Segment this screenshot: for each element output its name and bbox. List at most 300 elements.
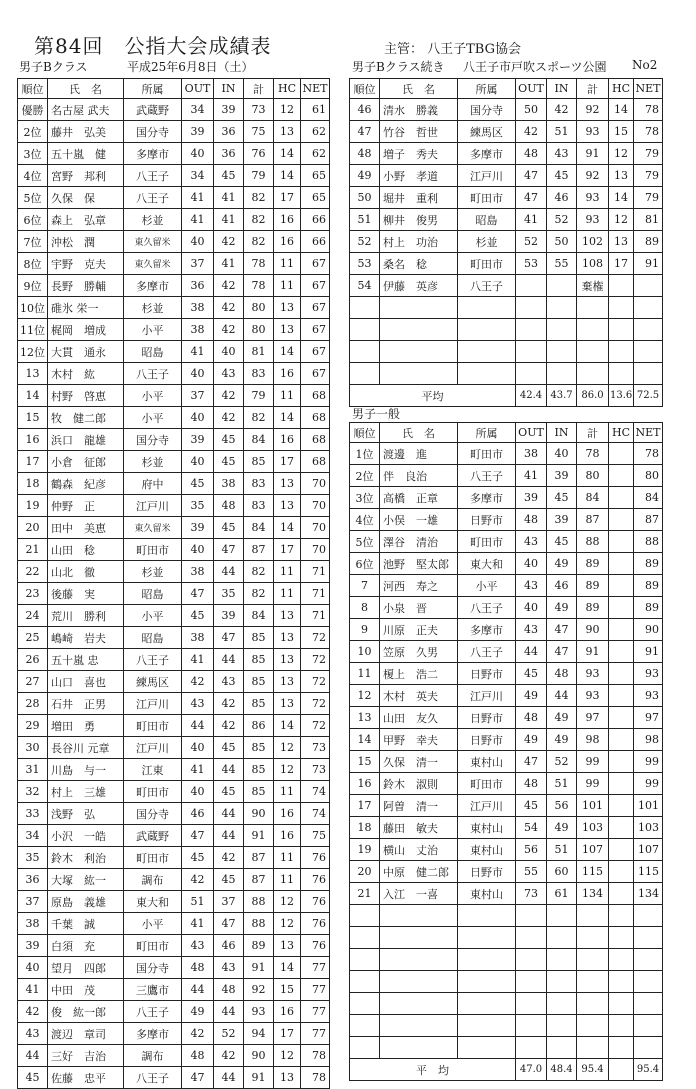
cell-in: 48 [214,979,244,1001]
cell-total: 103 [577,817,609,839]
cell-empty [458,971,516,993]
cell-net: 79 [634,143,663,165]
column-header-out: OUT [516,423,547,443]
cell-club: 昭島 [124,341,182,363]
cell-rank: 3位 [350,487,380,509]
cell-club: 八王子 [458,465,516,487]
cell-empty [350,1015,380,1037]
cell-name: 牧 健二郎 [48,407,124,429]
cell-total: 82 [244,583,274,605]
organizer: 主管： 八王子TBG協会 [384,42,521,57]
cell-in: 42 [214,715,244,737]
cell-rank: 7位 [18,231,48,253]
cell-in: 38 [214,473,244,495]
cell-rank: 32 [18,781,48,803]
cell-rank: 51 [350,209,380,231]
cell-rank: 16 [18,429,48,451]
cell-total: 78 [244,253,274,275]
column-header-net: NET [634,79,663,99]
cell-club: 東大和 [458,553,516,575]
cell-in: 40 [547,443,577,465]
column-header-out: OUT [182,79,214,99]
cell-rank: 4位 [350,509,380,531]
cell-club: 町田市 [124,539,182,561]
cell-rank: 8位 [18,253,48,275]
table-row [350,707,663,729]
cell-name: 三好 吉治 [48,1045,124,1067]
cell-club: 町田市 [124,847,182,869]
cell-club: 町田市 [458,443,516,465]
cell-total: 85 [244,671,274,693]
cell-in: 45 [214,737,244,759]
cell-total: 98 [577,729,609,751]
table-row [18,517,330,539]
cell-club: 東村山 [458,751,516,773]
cell-rank: 48 [350,143,380,165]
cell-total: 89 [577,553,609,575]
cell-in: 52 [214,1023,244,1045]
cell-rank: 17 [18,451,48,473]
cell-club: 町田市 [458,531,516,553]
cell-hc: 13 [274,297,301,319]
cell-out: 56 [516,839,547,861]
cell-in: 42 [214,1045,244,1067]
cell-name: 大塚 紘一 [48,869,124,891]
cell-hc: 13 [274,121,301,143]
cell-name: 堀井 重利 [380,187,458,209]
cell-in: 42 [214,297,244,319]
cell-empty [516,341,547,363]
cell-total: 115 [577,861,609,883]
cell-in: 43 [214,671,244,693]
cell-total: 93 [577,187,609,209]
cell-rank: 20 [350,861,380,883]
cell-hc [609,575,634,597]
cell-empty [350,949,380,971]
cell-in: 48 [547,663,577,685]
cell-total: 88 [577,531,609,553]
cell-total: 93 [577,121,609,143]
page-title: 第84回 公指大会成績表 [34,34,272,58]
event-date: 平成25年6月8日（土） [127,60,254,74]
cell-hc: 17 [274,539,301,561]
cell-in: 44 [214,803,244,825]
empty-row [350,363,663,385]
cell-in: 45 [547,531,577,553]
cell-hc: 12 [274,1045,301,1067]
cell-out: 45 [516,663,547,685]
cell-rank: 41 [18,979,48,1001]
cell-total: 79 [244,165,274,187]
empty-row [350,297,663,319]
table-row [18,385,330,407]
cell-club: 三鷹市 [124,979,182,1001]
cell-in: 47 [547,641,577,663]
cell-hc: 13 [274,495,301,517]
table-row [350,443,663,465]
cell-total: 92 [577,99,609,121]
cell-in: 37 [214,891,244,913]
cell-total: 92 [244,979,274,1001]
cell-hc: 13 [274,693,301,715]
cell-hc: 14 [274,143,301,165]
cell-club: 八王子 [458,275,516,297]
cell-out: 48 [516,509,547,531]
cell-name: 笠原 久男 [380,641,458,663]
cell-rank: 3位 [18,143,48,165]
cell-empty [516,319,547,341]
cell-in: 52 [547,751,577,773]
cell-empty [609,1037,634,1059]
average-net: 95.4 [634,1059,663,1081]
cell-rank: 5位 [18,187,48,209]
cell-out: 52 [516,231,547,253]
cell-empty [547,905,577,927]
cell-out [516,275,547,297]
cell-empty [577,971,609,993]
cell-rank: 9 [350,619,380,641]
cell-empty [350,1037,380,1059]
cell-club: 東久留米 [124,231,182,253]
cell-club: 八王子 [124,1067,182,1089]
cell-in: 44 [214,561,244,583]
cell-club: 江戸川 [124,495,182,517]
cell-rank: 7 [350,575,380,597]
cell-name: 山田 友久 [380,707,458,729]
cell-total: 93 [244,1001,274,1023]
cell-club: 杉並 [124,297,182,319]
table-row [18,473,330,495]
cell-out: 42 [182,869,214,891]
cell-out: 47 [516,165,547,187]
cell-in: 36 [214,121,244,143]
cell-total: 102 [577,231,609,253]
cell-hc: 16 [274,363,301,385]
cell-total: 90 [244,1045,274,1067]
empty-row [350,319,663,341]
cell-club: 小平 [124,407,182,429]
cell-out: 40 [182,407,214,429]
cell-name: 沖松 潤 [48,231,124,253]
column-header-in: IN [214,79,244,99]
table-row [18,979,330,1001]
cell-empty [380,971,458,993]
venue: 八王子市戸吹スポーツ公園 [463,60,607,74]
cell-club: 日野市 [458,707,516,729]
cell-out: 49 [516,685,547,707]
cell-net: 77 [301,1023,330,1045]
section-label-b-class-continued: 男子Bクラス続き [352,60,445,74]
cell-net: 78 [634,443,663,465]
cell-rank: 53 [350,253,380,275]
cell-club: 杉並 [124,561,182,583]
cell-name: 森上 弘章 [48,209,124,231]
cell-empty [350,319,380,341]
cell-in: 42 [214,693,244,715]
cell-net: 78 [634,121,663,143]
cell-empty [547,927,577,949]
cell-name: 榎上 浩二 [380,663,458,685]
cell-empty [634,971,663,993]
cell-empty [634,1015,663,1037]
table-row [350,883,663,905]
cell-club: 江戸川 [124,737,182,759]
cell-rank: 15 [18,407,48,429]
cell-hc [609,509,634,531]
cell-net: 72 [301,671,330,693]
cell-net: 103 [634,817,663,839]
table-row [18,891,330,913]
cell-club: 府中 [124,473,182,495]
cell-total: 76 [244,143,274,165]
table-row [350,231,663,253]
cell-total: 87 [244,539,274,561]
cell-rank: 21 [18,539,48,561]
cell-hc: 11 [274,583,301,605]
column-header-rank: 順位 [350,423,380,443]
cell-name: 望月 四郎 [48,957,124,979]
cell-total: 93 [577,209,609,231]
cell-hc: 13 [609,231,634,253]
average-in: 48.4 [547,1059,577,1081]
cell-empty [458,1015,516,1037]
cell-club: 多摩市 [458,487,516,509]
cell-empty [547,949,577,971]
cell-club: 八王子 [124,649,182,671]
cell-club: 八王子 [124,165,182,187]
cell-net: 67 [301,319,330,341]
cell-rank: 10位 [18,297,48,319]
cell-name: 原島 義雄 [48,891,124,913]
cell-out: 48 [516,773,547,795]
table-row [18,825,330,847]
cell-in: 49 [547,817,577,839]
cell-net: 66 [301,231,330,253]
cell-hc: 17 [274,187,301,209]
cell-net: 70 [301,495,330,517]
average-total: 95.4 [577,1059,609,1081]
cell-name: 木村 英夫 [380,685,458,707]
table-row [18,231,330,253]
cell-empty [516,971,547,993]
cell-total: 93 [577,685,609,707]
cell-club: 日野市 [458,861,516,883]
cell-rank: 43 [18,1023,48,1045]
table-row [18,165,330,187]
cell-in: 42 [214,275,244,297]
cell-hc: 12 [274,891,301,913]
cell-rank: 優勝 [18,99,48,121]
cell-out: 43 [182,935,214,957]
table-row [18,605,330,627]
cell-out: 45 [182,605,214,627]
cell-name: 横山 丈治 [380,839,458,861]
cell-hc [609,883,634,905]
cell-total: 88 [244,891,274,913]
cell-net: 75 [301,825,330,847]
cell-club: 練馬区 [458,121,516,143]
cell-out: 42 [182,671,214,693]
cell-name: 渡辺 章司 [48,1023,124,1045]
table-row [350,773,663,795]
cell-name: 高橋 正章 [380,487,458,509]
cell-hc: 15 [274,979,301,1001]
cell-out: 49 [182,1001,214,1023]
cell-name: 荒川 勝利 [48,605,124,627]
cell-in: 45 [214,869,244,891]
cell-net: 78 [301,1045,330,1067]
cell-empty [609,949,634,971]
cell-empty [458,341,516,363]
table-row [350,165,663,187]
cell-name: 小俣 一雄 [380,509,458,531]
table-row [350,465,663,487]
cell-in: 45 [214,451,244,473]
cell-hc: 16 [274,803,301,825]
cell-total: 83 [244,363,274,385]
cell-in: 47 [214,627,244,649]
cell-out: 41 [182,341,214,363]
cell-hc: 17 [274,1023,301,1045]
cell-in: 51 [547,773,577,795]
cell-name: 小野 孝道 [380,165,458,187]
cell-out: 36 [182,275,214,297]
cell-out: 34 [182,99,214,121]
cell-empty [609,927,634,949]
column-header-name: 氏 名 [380,79,458,99]
cell-hc: 13 [274,649,301,671]
table-row [18,1023,330,1045]
cell-total: 89 [244,935,274,957]
cell-name: 渡邊 進 [380,443,458,465]
cell-club: 江戸川 [458,165,516,187]
table-row [350,121,663,143]
cell-rank: 45 [18,1067,48,1089]
cell-hc: 14 [274,407,301,429]
empty-row [350,1015,663,1037]
empty-row [350,1037,663,1059]
empty-row [350,341,663,363]
cell-rank: 12位 [18,341,48,363]
cell-net: 115 [634,861,663,883]
cell-name: 嶋崎 岩夫 [48,627,124,649]
cell-club: 武蔵野 [124,99,182,121]
cell-hc: 14 [274,715,301,737]
cell-total: 75 [244,121,274,143]
average-label: 平均 [350,385,516,407]
cell-club: 杉並 [124,209,182,231]
cell-out: 39 [516,487,547,509]
cell-rank: 36 [18,869,48,891]
cell-name: 山口 喜也 [48,671,124,693]
cell-total: 97 [577,707,609,729]
cell-out: 41 [182,187,214,209]
cell-in [547,275,577,297]
cell-net: 93 [634,685,663,707]
cell-net: 65 [301,187,330,209]
table-row [18,715,330,737]
cell-name: 入江 一喜 [380,883,458,905]
cell-rank: 4位 [18,165,48,187]
cell-club: 八王子 [124,363,182,385]
cell-rank: 8 [350,597,380,619]
cell-in: 60 [547,861,577,883]
cell-net: 65 [301,165,330,187]
cell-out: 47 [182,825,214,847]
cell-club: 町田市 [124,781,182,803]
cell-name: 村上 功治 [380,231,458,253]
cell-rank: 38 [18,913,48,935]
average-out: 47.0 [516,1059,547,1081]
table-header [350,423,663,443]
cell-club: 町田市 [458,773,516,795]
column-header-club: 所属 [124,79,182,99]
cell-in: 45 [547,487,577,509]
cell-hc: 14 [274,957,301,979]
column-header-total: 計 [577,423,609,443]
cell-club: 国分寺 [124,121,182,143]
cell-rank: 10 [350,641,380,663]
cell-hc [609,795,634,817]
cell-club: 昭島 [124,583,182,605]
cell-name: 五十嵐 健 [48,143,124,165]
cell-name: 小倉 征郎 [48,451,124,473]
cell-rank: 37 [18,891,48,913]
column-header-in: IN [547,423,577,443]
cell-empty [609,905,634,927]
cell-hc [609,531,634,553]
cell-empty [609,1015,634,1037]
cell-empty [380,297,458,319]
cell-club: 小平 [124,605,182,627]
cell-empty [634,319,663,341]
cell-hc: 16 [274,209,301,231]
cell-out: 39 [182,517,214,539]
average-hc: 13.6 [609,385,634,407]
cell-rank: 46 [350,99,380,121]
average-label: 平 均 [350,1059,516,1081]
cell-in: 51 [547,121,577,143]
cell-empty [609,993,634,1015]
cell-net: 78 [301,1067,330,1089]
cell-in: 44 [214,825,244,847]
cell-out: 43 [182,693,214,715]
cell-name: 藤井 弘美 [48,121,124,143]
average-net: 72.5 [634,385,663,407]
cell-net: 99 [634,773,663,795]
table-row [18,583,330,605]
cell-name: 鈴木 利治 [48,847,124,869]
cell-club: 多摩市 [458,619,516,641]
cell-net: 107 [634,839,663,861]
cell-rank: 28 [18,693,48,715]
table-row [18,143,330,165]
cell-total: 87 [577,509,609,531]
cell-name: 中原 健二郎 [380,861,458,883]
cell-net: 89 [634,231,663,253]
table-row [18,319,330,341]
cell-out: 51 [182,891,214,913]
cell-in: 36 [214,143,244,165]
table-row [350,253,663,275]
cell-empty [516,363,547,385]
table-row [350,209,663,231]
cell-out: 40 [182,781,214,803]
cell-hc: 14 [274,517,301,539]
cell-net: 99 [634,751,663,773]
cell-net: 78 [634,99,663,121]
cell-out: 42 [516,121,547,143]
